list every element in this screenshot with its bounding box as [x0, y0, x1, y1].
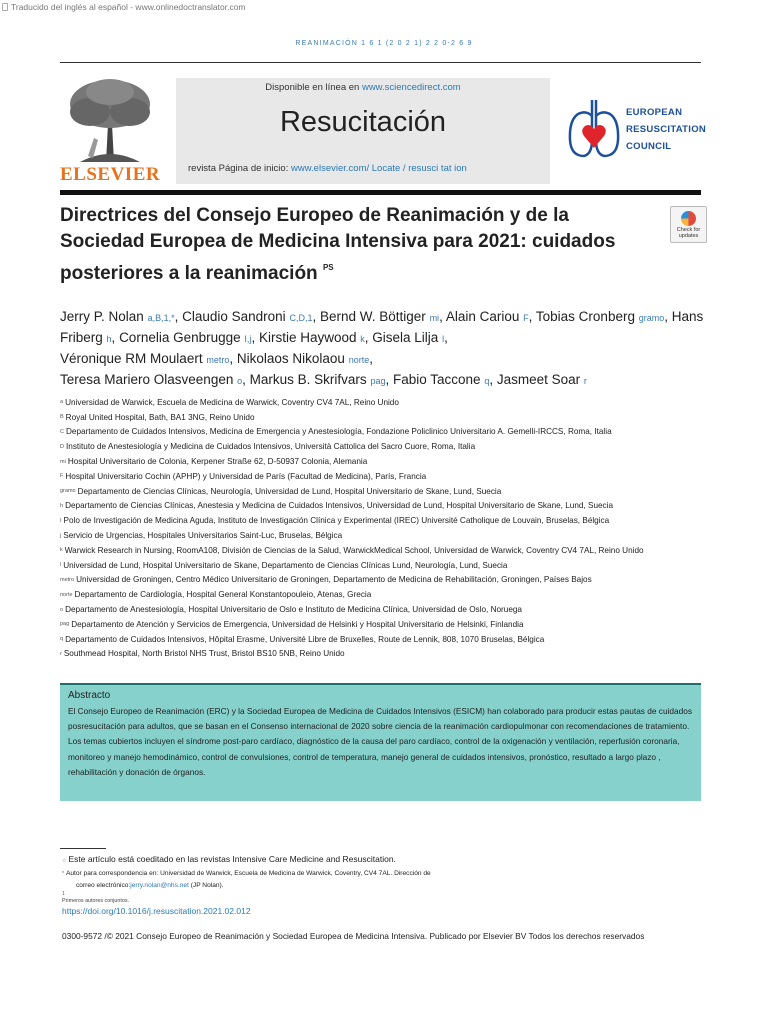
footnote-email-line [62, 880, 542, 892]
affiliation-item [60, 573, 740, 588]
homepage-prefix: revista Página de inicio: [188, 163, 291, 174]
footnote-joint-authors [62, 891, 129, 905]
affiliation-key: D [60, 443, 64, 450]
affiliation-key: a [60, 399, 64, 406]
affiliation-item [60, 528, 740, 543]
affiliation-text: Departamento de Ciencias Clínicas, Neurología, Universidad de Lund, Hospital Universitario de Skane, Lund, Suecia [77, 486, 502, 496]
affiliation-item [60, 647, 740, 662]
abstract-body: El Consejo Europeo de Reanimación (ERC) y la Sociedad Europea de Medicina de Cuidados Intensivos (ESICM) han colaborado para producir estas pautas de cuidados posresucitación para adultos, que se basan en el Consenso internacional de 2020 sobre ciencia de la reanimación cardiopulmonar con recomendaciones de tratamiento. Los temas cubiertos incluyen el síndrome post-paro cardíaco, diagnóstico de la causa del paro cardíaco, control de la oxigenación y ventilación, reperfusión coronaria, monitoreo y manejo hemodinámico, control de convulsiones, control de temperatura, manejo general de cuidados intensivos, pronóstico, resultado a largo plazo , rehabilitación y donación de órganos. [68, 706, 693, 777]
abstract-box [60, 683, 701, 801]
article-title-text: Directrices del Consejo Europeo de Reanimación y de la Sociedad Europea de Medicina Intensiva para 2021: cuidados posteriores a la reanimación [60, 205, 616, 284]
erc-line-3: COUNCIL [626, 141, 672, 152]
author-affiliation-mark[interactable]: q [484, 376, 490, 386]
author-affiliation-mark[interactable]: mi [429, 313, 440, 323]
author-affiliation-mark[interactable]: pag [370, 376, 386, 386]
affiliation-item [60, 617, 740, 632]
author-name: Cornelia Genbrugge [119, 330, 241, 345]
author-affiliation-mark[interactable]: I,j [244, 334, 252, 344]
author-name: Tobias Cronberg [535, 309, 635, 324]
elsevier-wordmark: ELSEVIER [60, 164, 161, 185]
footnote-text: Este artículo está coeditado en las revistas Intensive Care Medicine and Resuscitation. [68, 854, 396, 864]
affiliation-text: Southmead Hospital, North Bristol NHS Trust, Bristol BS10 5NB, Reino Unido [63, 649, 345, 659]
elsevier-logo [60, 76, 160, 186]
affiliation-key: mi [60, 458, 66, 465]
author-name: Kirstie Haywood [258, 330, 357, 345]
affiliation-item [60, 454, 740, 469]
affiliation-key: k [60, 547, 63, 554]
lungs-heart-icon [566, 96, 622, 162]
author-name: Bernd W. Böttiger [319, 309, 426, 324]
author-name: Hans Friberg [60, 309, 704, 345]
affiliation-key: gramo [60, 488, 76, 495]
header-divider [60, 190, 701, 195]
author-affiliation-mark[interactable]: a,B,1, [147, 313, 172, 323]
author-affiliation-mark[interactable]: l [442, 334, 445, 344]
journal-title: Resucitación [279, 106, 447, 138]
affiliation-key: F [60, 473, 64, 480]
affiliation-text: Polo de Investigación de Medicina Aguda, Instituto de Investigación Clínica y Experimental (IREC) Université Catholique de Louvain, Bruselas, Bélgica [63, 516, 610, 526]
author-affiliation-mark[interactable]: C,D,1 [289, 313, 313, 323]
journal-homepage-link[interactable]: www.elsevier.com/ Locate / resusci tat ion [290, 163, 467, 174]
erc-line-2: RESUSCITATION [626, 124, 707, 135]
affiliation-text: Servicio de Urgencias, Hospitales Universitarios Saint-Luc, Bruselas, Bélgica [63, 531, 343, 541]
email-link[interactable]: jerry.nolan@nhs.net [130, 882, 189, 889]
affiliation-text: Departamento de Anestesiología, Hospital Universitario de Oslo e Instituto de Medicina Clínica, Universidad de Oslo, Noruega [65, 605, 522, 615]
erc-wordmark [626, 104, 706, 155]
crossmark-icon [681, 211, 696, 226]
affiliation-item [60, 587, 740, 602]
affiliation-item [60, 499, 740, 514]
footnote-correspondence [62, 868, 542, 892]
author-name: Nikolaos Nikolaou [236, 351, 345, 366]
affiliation-text: Departamento de Atención y Servicios de Emergencia, Universidad de Helsinki y Hospital Universitario de Helsinki, Finlandia [71, 619, 524, 629]
email-prefix: correo electrónico: [76, 882, 131, 889]
author-list: Jerry P. Nolan a,B,1,*, Claudio Sandroni C,D,1, Bernd W. Böttiger mi, Alain Cariou F, Tobias Cronberg gramo, Hans Friberg h, Cornelia Genbrugge I,j, Kirstie Haywood k, Gisela Lilja l, Véronique RM Moulaert metro, Nikolaos Nikolaou norte, Teresa Mariero Olasveengen o, Markus B. Skrifvars pag, Fabio Taccone q, Jasmeet Soar r [60, 309, 704, 387]
crossmark-label-2: updates [678, 233, 699, 239]
affiliation-key: j [60, 532, 62, 539]
available-prefix: Disponible en línea en [265, 82, 362, 93]
affiliation-list [60, 395, 740, 661]
affiliation-text: Hospital Universitario de Colonia, Kerpener Straße 62, D-50937 Colonia, Alemania [67, 457, 368, 467]
document-icon [2, 3, 8, 11]
affiliation-item [60, 632, 740, 647]
author-name: Jerry P. Nolan [60, 309, 144, 324]
erc-logo [566, 96, 706, 166]
abstract-heading: Abstracto [68, 690, 111, 701]
affiliation-text: Departamento de Cuidados Intensivos, Hôpital Erasme, Université Libre de Bruxelles, Route de Lennik, 808, 1070 Bruselas, Bélgica [65, 634, 545, 644]
affiliation-text: Royal United Hospital, Bath, BA1 3NG, Reino Unido [65, 412, 255, 422]
affiliation-text: Warwick Research in Nursing, RoomA108, División de Ciencias de la Salud, WarwickMedical School, Universidad de Warwick, Coventry CV4 7AL, Reino Unido [64, 545, 644, 555]
erc-line-1: EUROPEAN [626, 107, 683, 118]
author-affiliation-mark[interactable]: r [583, 376, 587, 386]
affiliation-text: Departamento de Cuidados Intensivos, Medicina de Emergencia y Anestesiología, Fondazione Policlinico Universitario A. Gemelli-IRCCS, Roma, Italia [65, 427, 612, 437]
translator-banner[interactable] [0, 0, 246, 14]
translator-banner-text[interactable]: Traducido del inglés al español - www.onlinedoctranslator.com [11, 2, 246, 12]
journal-homepage-line [188, 163, 467, 174]
elsevier-tree-icon [60, 76, 160, 164]
author-affiliation-mark[interactable]: k [360, 334, 365, 344]
footnote-mark: * [62, 871, 64, 877]
affiliation-key: q [60, 636, 64, 643]
affiliation-text: Hospital Universitario Cochin (APHP) y Universidad de París (Facultad de Medicina), París, Francia [65, 471, 427, 481]
author-name: Gisela Lilja [372, 330, 439, 345]
affiliation-item [60, 484, 740, 499]
author-affiliation-mark[interactable]: h [106, 334, 112, 344]
footnote-mark: ☆ [62, 858, 67, 864]
affiliation-item [60, 410, 740, 425]
author-name: Alain Cariou [445, 309, 520, 324]
author-name: Fabio Taccone [392, 372, 481, 387]
author-name: Jasmeet Soar [496, 372, 581, 387]
affiliation-item [60, 558, 740, 573]
affiliation-item [60, 543, 740, 558]
author-name: Claudio Sandroni [182, 309, 286, 324]
affiliation-text: Departamento de Ciencias Clínicas, Anestesia y Medicina de Cuidados Intensivos, Universidad de Lund, Hospital Universitario de Skane, Lund, Suecia [65, 501, 614, 511]
affiliation-item [60, 395, 740, 410]
affiliation-text: Universidad de Lund, Hospital Universitario de Skane, Departamento de Ciencias Clínicas Lund, Neurología, Lund, Suecia [63, 560, 508, 570]
copyright-line: 0300-9572 /© 2021 Consejo Europeo de Reanimación y Sociedad Europea de Medicina Intensiva. Publicado por Elsevier BV Todos los derechos reservados [62, 931, 645, 941]
author-affiliation-mark[interactable]: gramo [638, 313, 665, 323]
affiliation-key: pag [60, 621, 70, 628]
author-name: Véronique RM Moulaert [60, 351, 203, 366]
corresponding-author-mark[interactable]: * [171, 313, 175, 323]
affiliation-text: Instituto de Anestesiología y Medicina de Cuidados Intensivos, Università Cattolica del Sacro Cuore, Roma, Italia [65, 442, 476, 452]
affiliation-item [60, 425, 740, 440]
author-affiliation-mark[interactable]: F [523, 313, 529, 323]
affiliation-key: r [60, 650, 62, 657]
affiliation-text: Universidad de Groningen, Centro Médico Universitario de Groningen, Departamento de Medicina de Rehabilitación, Groningen, Países Bajos [76, 575, 592, 585]
footnote-divider [60, 848, 106, 849]
affiliation-key: I [60, 517, 62, 524]
crossmark-label-1: Check for [676, 227, 701, 233]
affiliation-item [60, 513, 740, 528]
author-affiliation-mark[interactable]: o [237, 376, 243, 386]
affiliation-key: h [60, 502, 64, 509]
available-online-line [176, 82, 550, 93]
author-affiliation-mark[interactable]: metro [206, 355, 230, 365]
affiliation-text: Universidad de Warwick, Escuela de Medicina de Warwick, Coventry CV4 7AL, Reino Unido [65, 397, 399, 407]
affiliation-key: o [60, 606, 64, 613]
affiliation-key: metro [60, 576, 75, 583]
top-divider [60, 62, 701, 63]
title-footnote-mark: PS [322, 263, 334, 272]
affiliation-item [60, 469, 740, 484]
journal-header [176, 78, 550, 184]
footnote-coedition [62, 854, 396, 864]
sciencedirect-link[interactable]: www.sciencedirect.com [361, 82, 461, 93]
journal-reference: REANIMACIÓN 1 6 1 (2 0 2 1) 2 2 0-2 6 9 [295, 40, 473, 47]
affiliation-text: Departamento de Cardiología, Hospital General Konstantopouleio, Atenas, Grecia [74, 590, 372, 600]
doi-link[interactable]: https://doi.org/10.1016/j.resuscitation.2021.02.012 [62, 906, 251, 916]
check-for-updates-button[interactable] [670, 206, 707, 243]
affiliation-key: l [60, 562, 62, 569]
author-affiliation-mark[interactable]: norte [348, 355, 370, 365]
article-title [60, 203, 620, 287]
affiliation-item [60, 439, 740, 454]
affiliation-key: C [60, 428, 64, 435]
author-name: Teresa Mariero Olasveengen [60, 372, 234, 387]
author-name: Markus B. Skrifvars [249, 372, 367, 387]
email-suffix: (JP Nolan). [188, 882, 224, 889]
footnote-text: Autor para correspondencia en: Universidad de Warwick, Escuela de Medicina de Warwick, Coventry, CV4 7AL. Dirección de [65, 870, 431, 877]
affiliation-key: B [60, 414, 64, 421]
footnote-text: Primeros autores conjuntos. [62, 898, 130, 904]
affiliation-item [60, 602, 740, 617]
affiliation-key: norte [60, 591, 73, 598]
footnote-mark: 1 [62, 891, 65, 897]
